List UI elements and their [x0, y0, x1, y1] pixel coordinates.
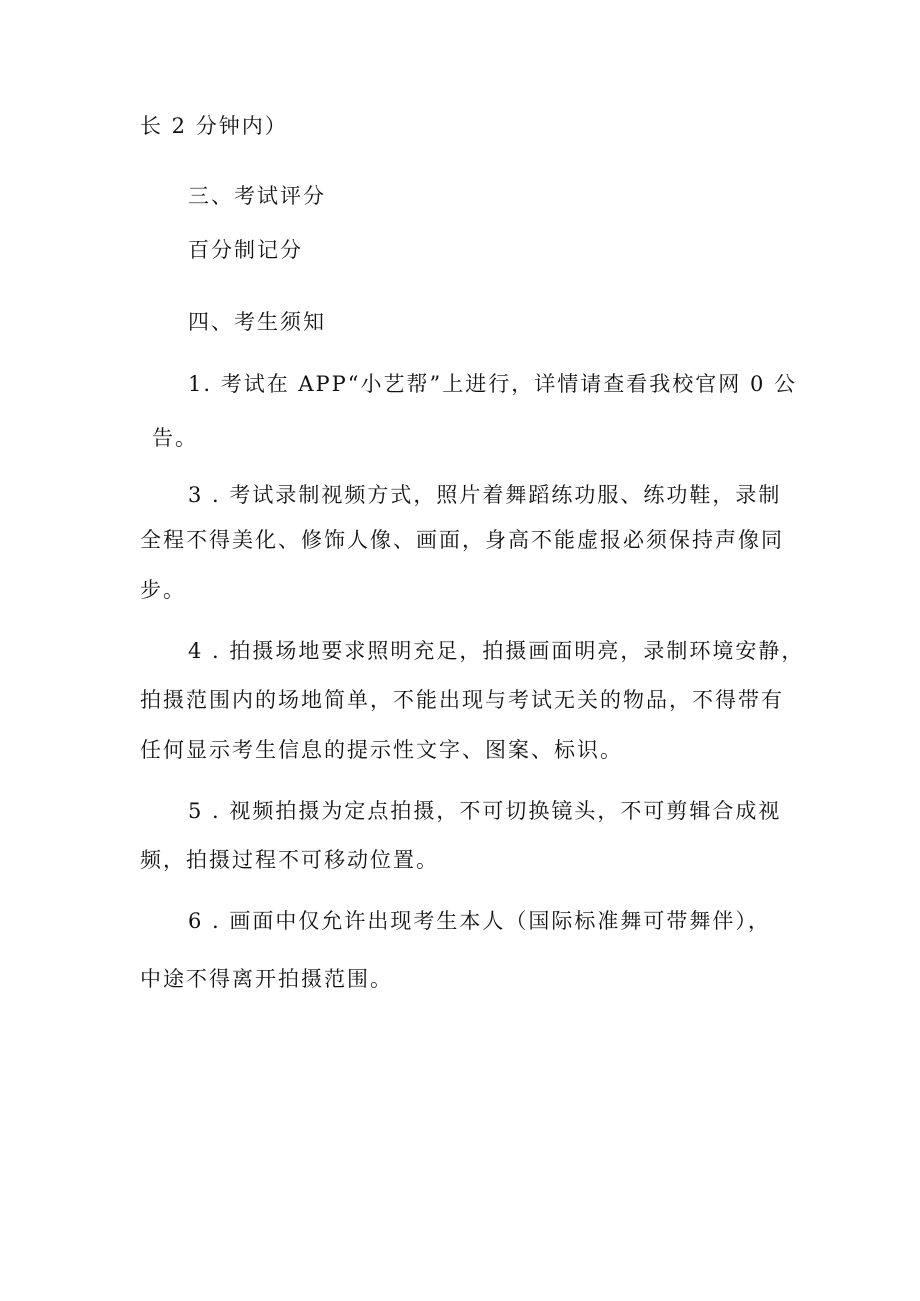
text-line: 拍摄范围内的场地简单，不能出现与考试无关的物品，不得带有 [140, 688, 784, 712]
text-line: 5 . 视频拍摄为定点拍摄，不可切换镜头，不可剪辑合成视 [188, 799, 782, 823]
section-heading-scoring: 三、考试评分 [188, 184, 326, 208]
text-line: 3 . 考试录制视频方式，照片着舞蹈练功服、练功鞋，录制 [188, 483, 782, 507]
section-heading-notice: 四、考生须知 [188, 310, 326, 334]
text-line: 1. 考试在 APP“小艺帮”上进行，详情请查看我校官网 0 公 [188, 372, 797, 396]
text-line: 百分制记分 [188, 238, 303, 262]
text-line: 步。 [140, 578, 186, 602]
text-line: 任何显示考生信息的提示性文字、图案、标识。 [140, 738, 623, 762]
text-line: 告。 [152, 426, 198, 450]
text-line: 中途不得离开拍摄范围。 [140, 967, 393, 991]
text-line: 4 . 拍摄场地要求照明充足，拍摄画面明亮，录制环境安静， [188, 639, 805, 663]
text-line: 频，拍摄过程不可移动位置。 [140, 848, 439, 872]
text-line: 长 2 分钟内） [140, 114, 288, 138]
text-line: 全程不得美化、修饰人像、画面，身高不能虚报必须保持声像同 [140, 528, 784, 552]
text-line: 6 . 画面中仅允许出现考生本人（国际标准舞可带舞伴）， [188, 909, 771, 933]
